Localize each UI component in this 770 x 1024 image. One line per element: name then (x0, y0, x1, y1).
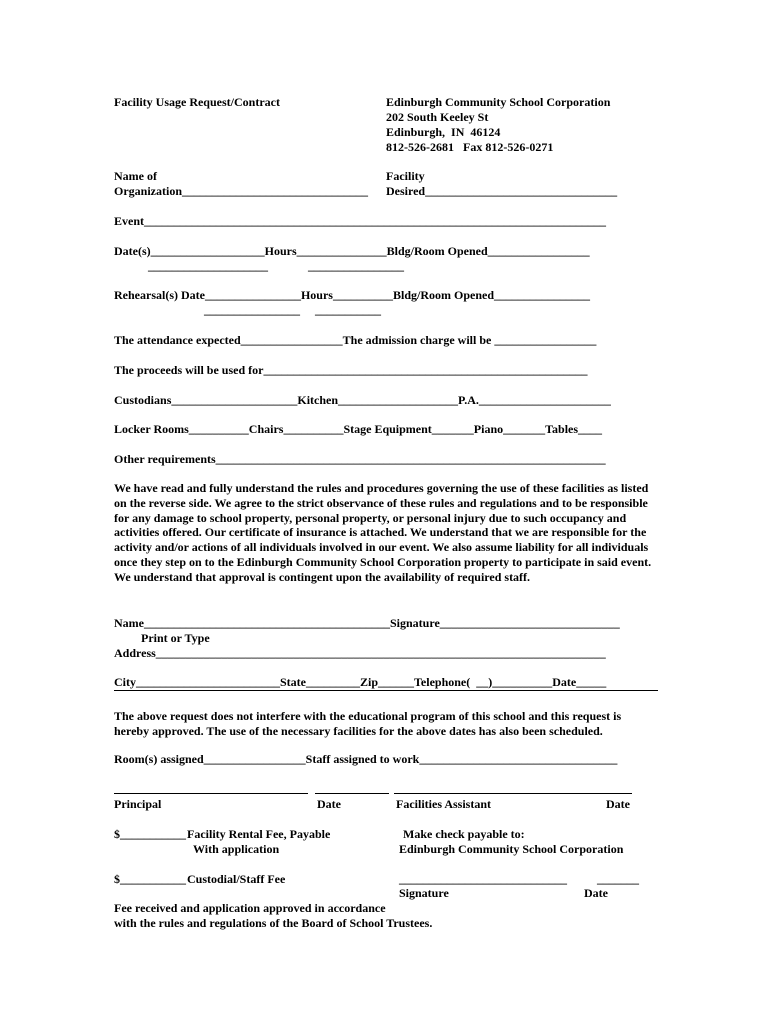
dates-extra-line[interactable]: ____________________ (148, 259, 268, 273)
org-city-line: Edinburgh, IN 46124 (386, 125, 501, 139)
principal-date-label: Date (317, 797, 341, 811)
rental-fee-label: Facility Rental Fee, Payable (187, 827, 331, 841)
event-field[interactable]: Event_____________________________________________________________________________ (114, 214, 606, 228)
name-of-label: Name of (114, 169, 157, 183)
hours-extra-line[interactable]: ________________ (308, 259, 404, 273)
fee-date-line[interactable]: _______ (597, 872, 639, 886)
custodians-row[interactable]: Custodians_____________________Kitchen____________________P.A.______________________ (114, 393, 611, 407)
approval-statement: The above request does not interfere with the educational program of this school and this request is hereby approved. The use of the necessary facilities for the above dates has also been scheduled. (114, 709, 622, 738)
facility-desired-field[interactable]: Desired________________________________ (386, 184, 618, 198)
attendance-row[interactable]: The attendance expected_________________The admission charge will be _________________ (114, 333, 597, 347)
principal-label: Principal (114, 797, 162, 811)
board-rules-note: with the rules and regulations of the Board of School Trustees. (114, 916, 433, 930)
principal-signature-line[interactable] (114, 793, 308, 794)
print-or-type-label: Print or Type (141, 631, 210, 645)
rehearsal-extra-line[interactable]: ________________ (204, 303, 300, 317)
org-name: Edinburgh Community School Corporation (386, 95, 611, 109)
proceeds-field[interactable]: The proceeds will be used for______________________________________________________ (114, 363, 588, 377)
facilities-assistant-signature-line[interactable] (394, 793, 632, 794)
address-field[interactable]: Address___________________________________________________________________________ (114, 646, 606, 660)
rooms-staff-row[interactable]: Room(s) assigned_________________Staff assigned to work_________________________________ (114, 752, 618, 766)
rental-fee-amount-field[interactable]: $___________ (114, 827, 186, 841)
custodial-fee-amount-field[interactable]: $___________ (114, 872, 186, 886)
locker-rooms-row[interactable]: Locker Rooms__________Chairs__________Stage Equipment_______Piano_______Tables____ (114, 422, 603, 436)
agreement-paragraph: We have read and fully understand the rules and procedures governing the use of these facilities as listed on the reverse side. We agree to the strict observance of these rules and regulations and to be responsible for any damage to school property, personal property, or personal injury due to such occupancy and activities offered. Our certificate of insurance is attached. We understand that we are responsible for the activity and/or actions of all individuals involved in our event. We also assume liability for all individuals once they step on to the Edinburgh Community School Corporation property to participate in said event. We understand that approval is contingent upon the availability of required staff. (114, 481, 652, 584)
principal-date-line[interactable] (315, 793, 389, 794)
form-title: Facility Usage Request/Contract (114, 95, 280, 109)
facility-label: Facility (386, 169, 425, 183)
fee-signature-label: Signature (399, 886, 449, 900)
fee-date-label: Date (584, 886, 608, 900)
facilities-assistant-label: Facilities Assistant (396, 797, 491, 811)
with-application-label: With application (193, 842, 280, 856)
facilities-assistant-date-label: Date (606, 797, 630, 811)
rehearsal-row[interactable]: Rehearsal(s) Date________________Hours__________Bldg/Room Opened________________ (114, 288, 590, 302)
city-state-zip-row[interactable]: City________________________State_________Zip______Telephone( __)__________Date_____ (114, 675, 607, 689)
custodial-fee-label: Custodial/Staff Fee (187, 872, 286, 886)
fee-received-note: Fee received and application approved in accordance (114, 901, 386, 915)
other-requirements-field[interactable]: Other requirements_________________________________________________________________ (114, 452, 606, 466)
dates-row[interactable]: Date(s)___________________Hours_______________Bldg/Room Opened_________________ (114, 244, 590, 258)
name-signature-row[interactable]: Name_________________________________________Signature______________________________ (114, 616, 620, 630)
payable-to-label: Make check payable to: (403, 827, 525, 841)
rehearsal-hours-extra-line[interactable]: ___________ (315, 303, 381, 317)
organization-field[interactable]: Organization_______________________________ (114, 184, 368, 198)
section-divider (114, 690, 658, 691)
org-phone-line: 812-526-2681 Fax 812-526-0271 (386, 140, 554, 154)
payee-name: Edinburgh Community School Corporation (399, 842, 624, 856)
org-street: 202 South Keeley St (386, 110, 489, 124)
fee-signature-line[interactable]: ____________________________ (399, 872, 567, 886)
